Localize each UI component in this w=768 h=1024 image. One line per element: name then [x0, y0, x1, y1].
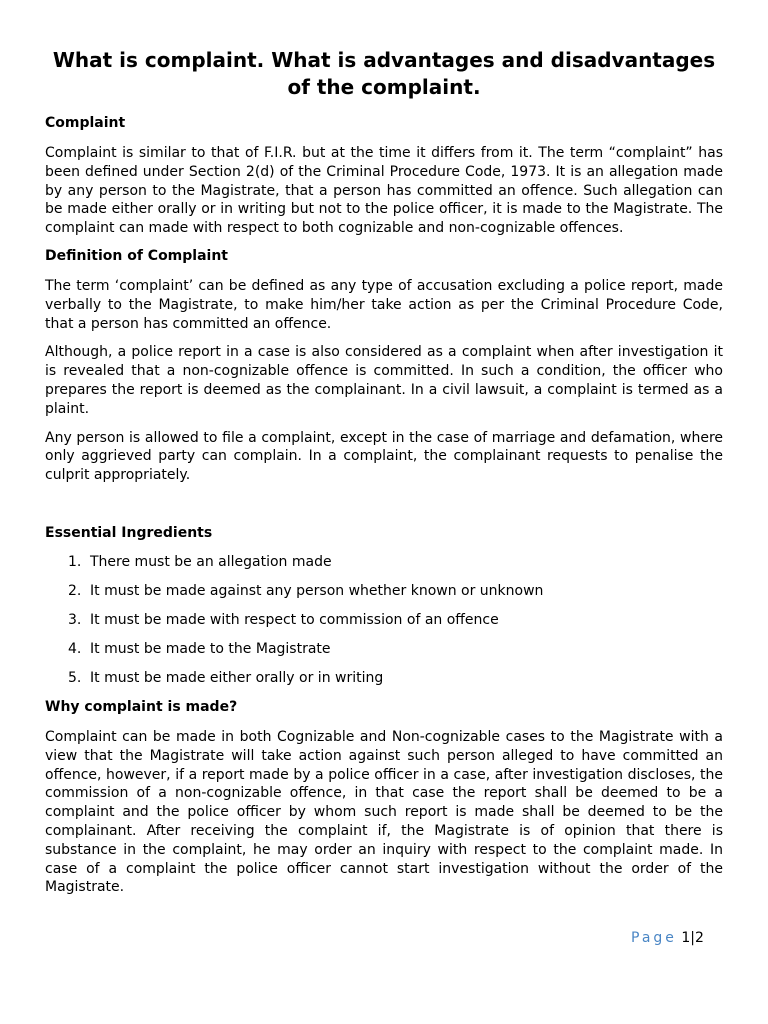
list-item	[45, 611, 723, 640]
page-total: 2	[695, 930, 704, 946]
ingredients-list	[45, 553, 723, 698]
list-item-number: 4.	[68, 640, 82, 657]
definition-heading: Definition of Complaint	[45, 247, 228, 264]
why-paragraph: Complaint can be made in both Cognizable and Non-cognizable cases to the Magistrate with a view that the Magistrate will take action against such person alleged to have committed an offence, however, if a report made by a police officer in a case, after investigation discloses, the commission of a non-cognizable offence, in that case the report shall be deemed to be a complaint and the police officer by whom such report is made shall be deemed to be the complainant. After receiving the complaint if, the Magistrate is of opinion that there is substance in the complaint, he may order an inquiry with respect to the complaint made. In case of a complaint the police officer cannot start investigation without the order of the Magistrate.	[45, 728, 723, 896]
list-item	[45, 582, 723, 611]
definition-paragraph-3: Any person is allowed to file a complaint, except in the case of marriage and defamation, where only aggrieved party can complain. In a complaint, the complainant requests to penalise the culprit appropriately.	[45, 429, 723, 484]
list-item-text: It must be made either orally or in writing	[90, 669, 384, 686]
list-item-number: 3.	[68, 611, 82, 628]
list-item-number: 5.	[68, 669, 82, 686]
page-separator: |	[690, 930, 695, 946]
list-item-text: It must be made to the Magistrate	[90, 640, 331, 657]
list-item	[45, 669, 723, 698]
list-item-number: 2.	[68, 582, 82, 599]
document-page	[45, 0, 723, 897]
complaint-heading: Complaint	[45, 115, 126, 131]
list-item	[45, 640, 723, 669]
list-item-text: It must be made against any person whether known or unknown	[90, 582, 544, 599]
list-item-number: 1.	[68, 553, 82, 570]
why-heading: Why complaint is made?	[45, 698, 238, 715]
definition-paragraph-1: The term ‘complaint’ can be defined as any type of accusation excluding a police report, made verbally to the Magistrate, to make him/her take action as per the Criminal Procedure Code, that a person has committed an offence.	[45, 277, 723, 332]
page-number: 1	[681, 930, 691, 946]
page-label: Page	[631, 930, 677, 946]
page-footer	[631, 929, 704, 948]
list-item-text: There must be an allegation made	[90, 553, 332, 570]
document-title: What is complaint. What is advantages and disadvantages of the complaint.	[52, 48, 716, 99]
complaint-paragraph: Complaint is similar to that of F.I.R. but at the time it differs from it. The term “complaint” has been defined under Section 2(d) of the Criminal Procedure Code, 1973. It is an allegation made by any person to the Magistrate, that a person has committed an offence. Such allegation can be made either orally or in writing but not to the police officer, it is made to the Magistrate. The complaint can made with respect to both cognizable and non-cognizable offences.	[45, 145, 723, 237]
definition-paragraph-2: Although, a police report in a case is also considered as a complaint when after investigation it is revealed that a non-cognizable offence is committed. In such a condition, the officer who prepares the report is deemed as the complainant. In a civil lawsuit, a complaint is termed as a plaint.	[45, 344, 723, 417]
list-item	[45, 553, 723, 582]
ingredients-heading: Essential Ingredients	[45, 524, 213, 541]
list-item-text: It must be made with respect to commission of an offence	[90, 611, 499, 628]
